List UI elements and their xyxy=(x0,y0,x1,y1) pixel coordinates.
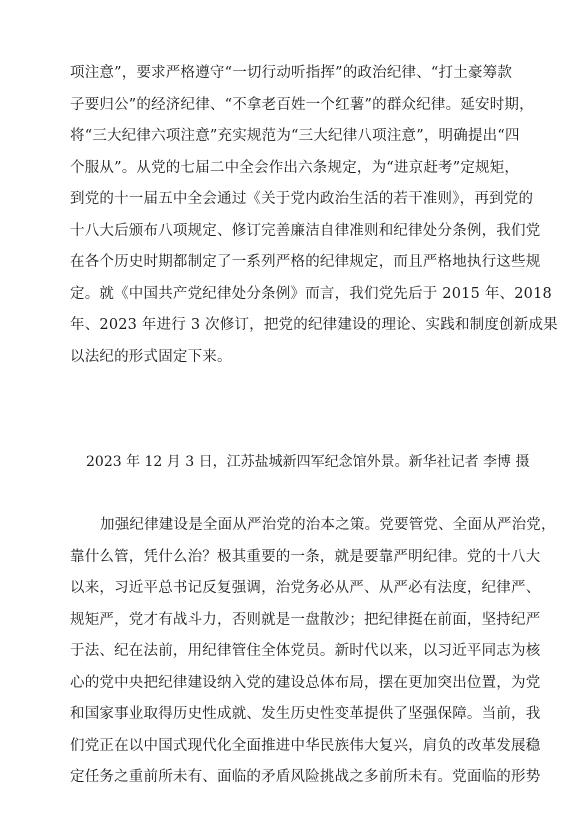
paragraph-line: 定。就《中国共产党纪律处分条例》而言，我们党先后于 2015 年、2018 xyxy=(70,285,552,302)
paragraph-line: 定任务之重前所未有、面临的矛盾风险挑战之多前所未有。党面临的形势 xyxy=(70,769,541,785)
paragraph-line: 项注意”，要求严格遵守“一切行动听指挥”的政治纪律、“打土豪筹款 xyxy=(70,65,513,81)
paragraph-line: 心的党中央把纪律建设纳入党的建设总体布局，摆在更加突出位置，为党 xyxy=(70,674,541,691)
paragraph-line: 个服从”。从党的七届二中全会作出六条规定，为“进京赶考”定规矩， xyxy=(70,159,520,176)
paragraph-line: 在各个历史时期都制定了一系列严格的纪律规定，而且严格地执行这些规 xyxy=(70,254,541,270)
paragraph-line: 将“三大纪律六项注意”充实规范为“三大纪律八项注意”，明确提出“四 xyxy=(70,128,520,144)
paragraph-line: 以法纪的形式固定下来。 xyxy=(70,348,232,365)
paragraph-line: 于法、纪在法前，用纪律管住全体党员。新时代以来，以习近平同志为核 xyxy=(70,643,541,659)
photo-caption: 2023 年 12 月 3 日，江苏盐城新四军纪念馆外景。新华社记者 李博 摄 xyxy=(86,454,530,470)
paragraph-line: 们党正在以中国式现代化全面推进中华民族伟大复兴，肩负的改革发展稳 xyxy=(70,737,541,754)
article-paragraph-history xyxy=(70,58,558,373)
paragraph-line: 和国家事业取得历史性成就、发生历史性变革提供了坚强保障。当前，我 xyxy=(70,706,541,722)
paragraph-line: 到党的十一届五中全会通过《关于党内政治生活的若干准则》，再到党的 xyxy=(70,191,534,207)
article-paragraph-discipline xyxy=(70,510,556,794)
paragraph-line: 十八大后颁布八项规定、修订完善廉洁自律准则和纪律处分条例，我们党 xyxy=(70,222,541,239)
paragraph-line: 规矩严，党才有战斗力，否则就是一盘散沙；把纪律挺在前面，坚持纪严 xyxy=(70,611,541,628)
paragraph-line: 年、2023 年进行 3 次修订，把党的纪律建设的理论、实践和制度创新成果 xyxy=(70,317,558,333)
paragraph-line: 加强纪律建设是全面从严治党的治本之策。党要管党、全面从严治党， xyxy=(100,517,556,533)
paragraph-line: 子要归公”的经济纪律、“不拿老百姓一个红薯”的群众纪律。延安时期， xyxy=(70,96,534,113)
paragraph-line: 靠什么管，凭什么治？极其重要的一条，就是要靠严明纪律。党的十八大 xyxy=(70,548,541,565)
paragraph-line: 以来，习近平总书记反复强调，治党务必从严、从严必有法度，纪律严、 xyxy=(70,580,541,596)
